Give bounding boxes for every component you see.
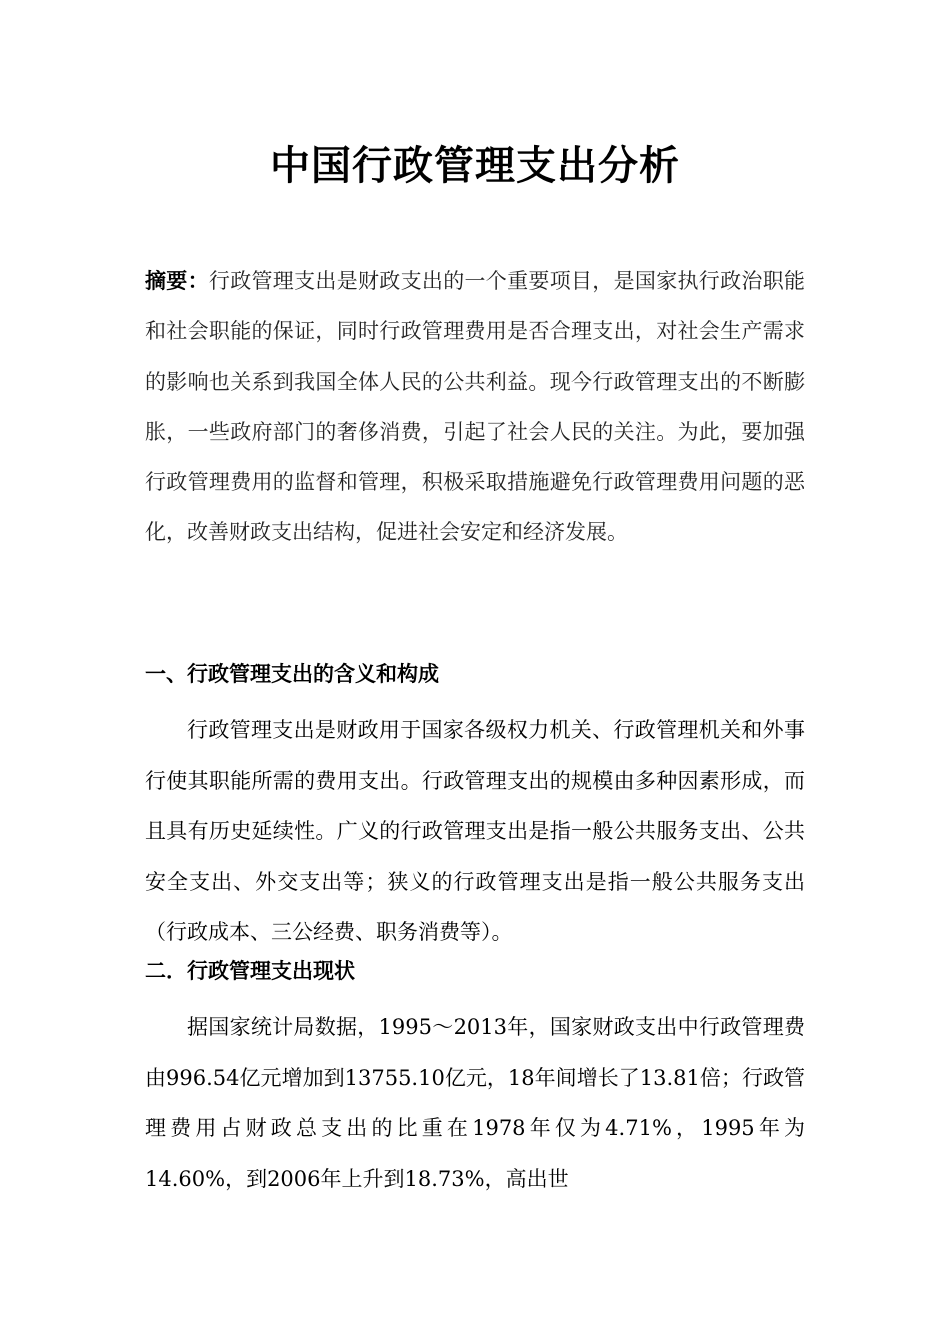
section-heading-1: 一、行政管理支出的含义和构成 bbox=[145, 662, 439, 686]
section-paragraph-1: 行政管理支出是财政用于国家各级权力机关、行政管理机关和外事行使其职能所需的费用支出。行政管理支出的规模由多种因素形成，而且具有历史延续性。广义的行政管理支出是指一般公共服务支出、公共安全支出、外交支出等；狭义的行政管理支出是指一般公共服务支出（行政成本、三公经费、职务消费等）。 bbox=[145, 718, 805, 944]
document-title: 中国行政管理支出分析 bbox=[270, 143, 680, 189]
abstract-text: 行政管理支出是财政支出的一个重要项目，是国家执行政治职能和社会职能的保证，同时行政管理费用是否合理支出，对社会生产需求的影响也关系到我国全体人民的公共利益。现今行政管理支出的不断膨胀，一些政府部门的奢侈消费，引起了社会人民的关注。为此，要加强行政管理费用的监督和管理，积极采取措施避免行政管理费用问题的恶化，改善财政支出结构，促进社会安定和经济发展。 bbox=[145, 269, 806, 545]
section-paragraph-2: 据国家统计局数据，1995～2013年，国家财政支出中行政管理费由996.54亿元增加到13755.10亿元，18年间增长了13.81倍；行政管理费用占财政总支出的比重在1978年仅为4.71%，1995年为14.60%，到2006年上升到18.73%，高出世 bbox=[145, 1015, 805, 1191]
section-heading-2: 二．行政管理支出现状 bbox=[145, 959, 355, 983]
abstract-label: 摘要： bbox=[145, 269, 209, 293]
abstract bbox=[145, 256, 805, 558]
